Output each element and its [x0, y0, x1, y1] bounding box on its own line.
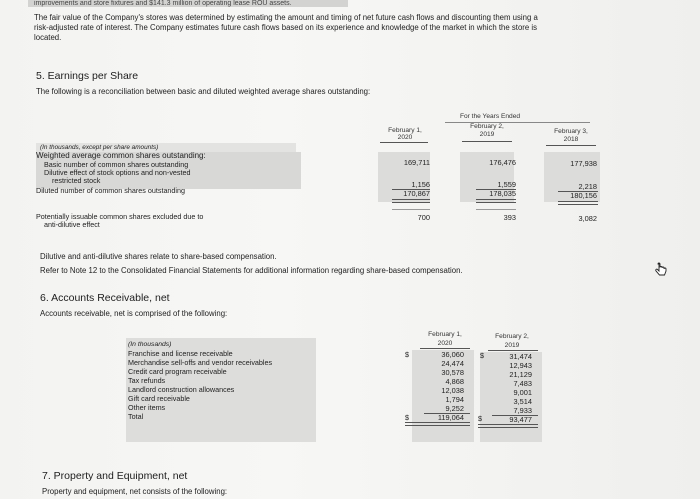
eps-potential-label-1: Potentially issuable common shares excluded due to — [36, 212, 204, 221]
ar-landlord-2020: 12,038 — [441, 386, 464, 395]
eps-weighted-label: Weighted average common shares outstanding: — [36, 151, 206, 160]
ar-label-gift-card: Gift card receivable — [128, 394, 190, 403]
ar-gift-card-2019: 3,514 — [513, 397, 532, 406]
eps-col2-line2: 2019 — [479, 131, 495, 138]
ar-tax-2019: 7,483 — [513, 379, 532, 388]
eps-units: (In thousands, except per share amounts) — [40, 144, 159, 151]
eps-dilutive-2019: 1,559 — [497, 180, 516, 189]
ppe-heading: 7. Property and Equipment, net — [42, 470, 188, 482]
ar-other-2019: 7,933 — [513, 406, 532, 415]
ar-merchandise-2020: 24,474 — [441, 359, 464, 368]
eps-basic-2018: 177,938 — [570, 159, 597, 168]
ar-tax-2020: 4,868 — [445, 377, 464, 386]
eps-dilutive-label-2: restricted stock — [52, 176, 101, 185]
eps-col1-line2: 2020 — [397, 134, 413, 141]
ar-col1-line2: 2020 — [437, 340, 453, 347]
ar-credit-card-2019: 21,129 — [509, 370, 532, 379]
ar-total-2019: 93,477 — [509, 415, 532, 424]
eps-potential-2020: 700 — [417, 213, 430, 222]
ar-franchise-2019: 31,474 — [509, 352, 532, 361]
ar-label-other: Other items — [128, 403, 166, 412]
hand-cursor-icon — [653, 262, 669, 278]
ar-dollar-col2: $ — [480, 351, 484, 360]
eps-diluted-label: Diluted number of common shares outstanding — [36, 186, 186, 195]
eps-col2-line1: February 2, — [470, 123, 504, 130]
ar-merchandise-2019: 12,943 — [509, 361, 532, 370]
ar-label-total: Total — [128, 412, 144, 421]
eps-dilutive-2018: 2,218 — [578, 182, 597, 191]
ar-heading: 6. Accounts Receivable, net — [40, 292, 170, 304]
eps-potential-2019: 393 — [503, 213, 516, 222]
fair-value-para-line3: located. — [34, 33, 62, 42]
ar-total-dollar-col1: $ — [405, 413, 409, 422]
eps-basic-2020: 169,711 — [403, 158, 430, 167]
cut-off-line: improvements and store fixtures and $141.3 million of operating lease ROU assets. — [34, 0, 292, 7]
eps-potential-2018: 3,082 — [578, 214, 597, 223]
eps-heading: 5. Earnings per Share — [36, 70, 139, 82]
fair-value-para-line2: risk-adjusted rate of interest. The Company estimates future cash flows based on its experience and knowledge of the market in which the store is — [34, 23, 538, 32]
eps-basic-2019: 176,476 — [489, 158, 516, 167]
eps-col3-line1: February 3, — [554, 128, 588, 135]
eps-diluted-2018: 180,156 — [570, 191, 597, 200]
ar-dollar-col1: $ — [405, 350, 409, 359]
ar-label-landlord: Landlord construction allowances — [128, 385, 235, 394]
ar-col1-line1: February 1, — [428, 331, 462, 338]
eps-diluted-2020: 170,867 — [403, 189, 430, 198]
ar-landlord-2019: 9,001 — [513, 388, 532, 397]
ar-intro: Accounts receivable, net is comprised of the following: — [40, 309, 228, 318]
eps-note-1: Dilutive and anti-dilutive shares relate to share-based compensation. — [40, 252, 277, 261]
for-years-ended: For the Years Ended — [459, 113, 521, 120]
ar-total-2020: 119,064 — [437, 413, 464, 422]
ar-credit-card-2020: 30,578 — [441, 368, 464, 377]
ar-label-franchise: Franchise and license receivable — [128, 349, 233, 358]
eps-diluted-2019: 178,035 — [489, 189, 516, 198]
ar-other-2020: 9,252 — [445, 404, 464, 413]
ar-franchise-2020: 36,060 — [441, 350, 464, 359]
ar-col2-line1: February 2, — [495, 333, 529, 340]
ar-label-merchandise: Merchandise sell-offs and vendor receivables — [128, 358, 273, 367]
ar-units: (In thousands) — [128, 341, 172, 348]
ar-total-dollar-col2: $ — [478, 414, 482, 423]
eps-col3-line2: 2018 — [563, 136, 579, 143]
eps-potential-label-2: anti-dilutive effect — [44, 220, 100, 229]
ar-gift-card-2020: 1,794 — [445, 395, 464, 404]
eps-col1-line1: February 1, — [388, 127, 422, 134]
ppe-intro: Property and equipment, net consists of the following: — [42, 487, 228, 496]
eps-intro: The following is a reconciliation between basic and diluted weighted average shares outstanding: — [36, 87, 371, 96]
eps-basic-label: Basic number of common shares outstanding — [44, 160, 189, 169]
eps-dilutive-label-1: Dilutive effect of stock options and non-vested — [44, 168, 191, 177]
eps-dilutive-2020: 1,156 — [411, 180, 430, 189]
ar-col2-line2: 2019 — [504, 342, 520, 349]
eps-note-2: Refer to Note 12 to the Consolidated Financial Statements for additional information regarding share-based compensation. — [40, 266, 463, 275]
ar-label-tax: Tax refunds — [128, 376, 166, 385]
ar-label-credit-card: Credit card program receivable — [128, 367, 227, 376]
fair-value-para-line1: The fair value of the Company's stores was determined by estimating the amount and timing of net future cash flows and discounting them using a — [34, 13, 538, 22]
